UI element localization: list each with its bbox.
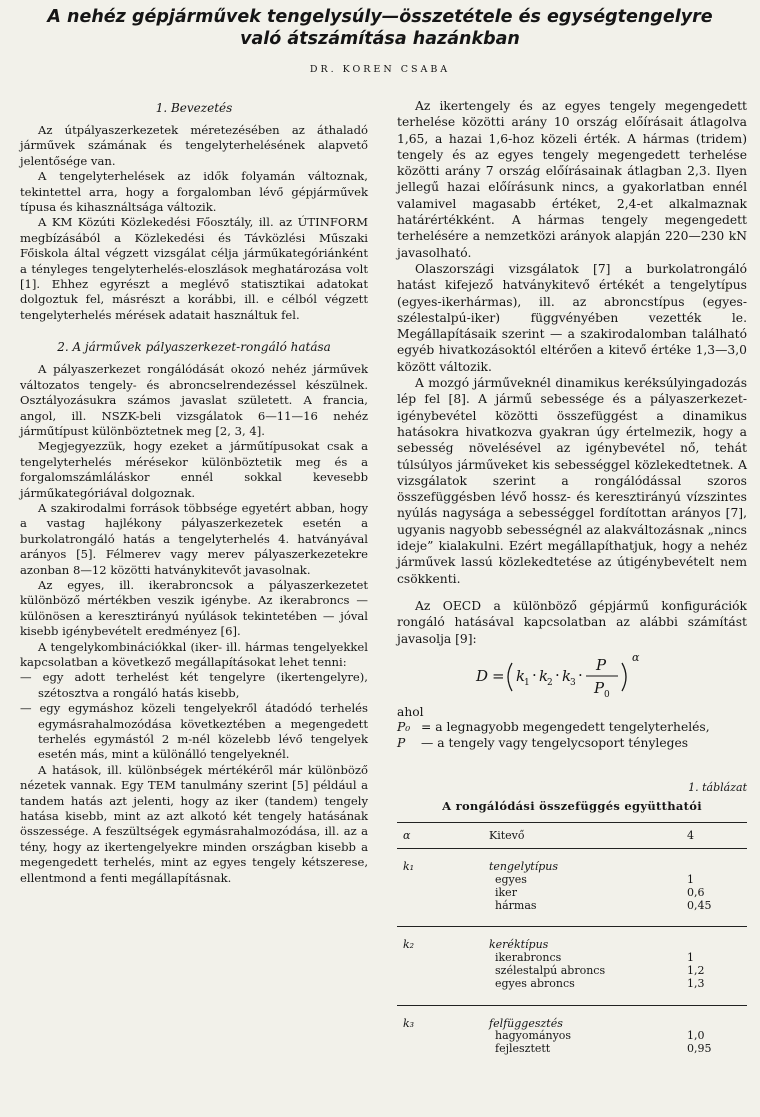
paragraph: A tengelykombinációkkal (iker- ill. hármas tengelyekkel kapcsolatban a következő megállapításokat lehet tenni: xyxy=(20,639,368,669)
formula-denominator: P xyxy=(594,678,605,697)
definition-symbol: P xyxy=(397,735,406,750)
formula-k2: k xyxy=(539,666,549,685)
coefficient-symbol: k₂ xyxy=(397,927,489,952)
article-title xyxy=(0,6,760,50)
definition-row xyxy=(397,720,747,736)
option-value: 0,95 xyxy=(687,1042,712,1056)
formula-k3-sub: 3 xyxy=(570,677,576,688)
table-header-cell: α xyxy=(397,823,489,849)
right-column xyxy=(397,98,747,1056)
option-value: 1 xyxy=(687,951,694,965)
option-label: fejlesztett xyxy=(495,1042,551,1056)
formula-k1: k xyxy=(516,666,526,685)
formula-equals: = xyxy=(492,666,505,685)
section-1-heading: 1. Bevezetés xyxy=(155,101,233,115)
definition-text: — a tengely vagy tengelycsoport tényleges xyxy=(421,735,689,750)
table-header-cell: Kitevő xyxy=(489,823,687,849)
formula-k2-sub: 2 xyxy=(547,677,553,688)
formula-right-paren xyxy=(622,663,626,691)
option-value: 1 xyxy=(687,873,694,887)
table-row xyxy=(397,1005,747,1030)
title-line-1: A nehéz gépjárművek tengelysúly—összetétele és egységtengelyre xyxy=(47,7,713,27)
coefficient-symbol: k₁ xyxy=(403,860,415,874)
formula-numerator: P xyxy=(596,655,607,674)
where-label: ahol xyxy=(397,704,424,719)
table-caption: 1. táblázat xyxy=(688,781,747,795)
coefficients-table xyxy=(397,822,747,1056)
option-label: hármas xyxy=(495,898,537,912)
option-label: iker xyxy=(495,885,517,899)
formula-dot: · xyxy=(578,665,583,684)
table-row xyxy=(397,887,747,900)
option-label: egyes abroncs xyxy=(495,976,575,990)
author: DR. KOREN CSABA xyxy=(309,64,451,75)
formula-k3: k xyxy=(562,666,572,685)
formula-dot: · xyxy=(532,665,537,684)
section-2-heading: 2. A járművek pályaszerkezet-rongáló hatása xyxy=(57,340,331,355)
table-row xyxy=(397,874,747,887)
left-column xyxy=(20,100,368,886)
definition-row xyxy=(397,736,747,752)
damage-formula xyxy=(397,647,747,705)
option-value: 0,45 xyxy=(687,898,712,912)
paragraph: Az OECD a különböző gépjármű konfigurációk rongáló hatásával kapcsolatban az alábbi számítást javasolja [9]: xyxy=(397,598,747,646)
option-value: 1,3 xyxy=(687,976,705,990)
table-header-cell: 4 xyxy=(687,823,747,849)
option-label: ikerabroncs xyxy=(495,951,562,965)
paragraph: A KM Közúti Közlekedési Főosztály, ill. az ÚTINFORM megbízásából a Közlekedési és Távközlési Műszaki Főiskola által végzett vizsgálat célja járműkategóriánként a tényleges tengelyterhelés-eloszlások meghatározása volt [1]. Ehhez egyrészt a meglévő statisztikai adatokat dolgoztuk fel, másrészt a korábbi, ill. e célból végzett tengelyterhelés mérések adatait használtuk fel. xyxy=(20,215,368,322)
formula-exponent: α xyxy=(632,650,640,664)
paragraph: A szakirodalmi források többsége egyetért abban, hogy a vastag hajlékony pályaszerkezetek esetén a burkolatrongáló hatás a tengelyterhelés 4. hatványával arányos [5]. Félmerev vagy merev pályaszerkezetekre azonban 8—12 közötti hatványkitevőt javasolnak. xyxy=(20,500,368,577)
table-row xyxy=(397,1043,747,1056)
option-value: 1,2 xyxy=(687,964,705,978)
option-label: szélestalpú abroncs xyxy=(495,964,606,978)
formula-dot: · xyxy=(555,665,560,684)
paragraph: Megjegyezzük, hogy ezeket a járműtípusokat csak a tengelyterhelés mérésekor különböztetik meg és a forgalomszámláláskor ennél sokkal kevesebb járműkategóriával dolgoznak. xyxy=(20,439,368,500)
formula-lhs: D xyxy=(476,666,489,685)
category-label: tengelytípus xyxy=(489,860,559,874)
category-label: keréktípus xyxy=(489,927,687,952)
paragraph: Az útpályaszerkezetek méretezésében az áthaladó járművek számának és tengelyterhelésének alapvető jelentősége van. xyxy=(20,123,368,168)
table-row xyxy=(397,900,747,927)
option-value: 0,6 xyxy=(687,885,705,899)
table-row xyxy=(397,849,747,874)
list-item: — egy egymáshoz közeli tengelyekről átadódó terhelés egymásrahalmozódása következtében a megengedett terhelés egymástól 2 m-nél közelebb lévő tengelyek esetén más, mint a különálló tengelyeknél. xyxy=(20,701,368,762)
category-label: felfüggesztés xyxy=(489,1005,687,1030)
option-value: 1,0 xyxy=(687,1029,705,1043)
formula-svg xyxy=(472,647,672,705)
paragraph: A tengelyterhelések az idők folyamán változnak, tekintettel arra, hogy a forgalomban lévő gépjárművek típusa és kihasználtsága változik. xyxy=(20,169,368,215)
formula-denominator-sub: 0 xyxy=(604,689,610,700)
paragraph: A mozgó járműveknél dinamikus keréksúlyingadozás lép fel [8]. A jármű sebessége és a pályaszerkezet-igénybevétel közötti összefüggést a dinamikus hatásokra hivatkozva gyakran úgy értelmezik, hogy a sebesség növelésével az igénybevétel nő, tehát túlsúlyos járműveket kis sebességgel közlekedtetnek. A vizsgálatok szerint a rongálódással szoros összefüggésben lévő hossz- és keresztirányú vízszintes nyúlás nagysága a sebességgel fordítottan arányos [7], ugyanis nagyobb sebességnél az alakváltozásnak „nincs ideje” kialakulni. Ezért megállapíthatjuk, hogy a nehéz járművek lassú közlekedtetése az útigénybevételt nem csökkenti. xyxy=(397,376,747,586)
coefficient-symbol: k₃ xyxy=(397,1005,489,1030)
paragraph: Az egyes, ill. ikerabroncsok a pályaszerkezetet különböző mértékben veszik igénybe. Az ikerabroncs — különösen a keresztirányú nyúlások tekintetében — jóval kisebb igénybevételt eredményez [6]. xyxy=(20,577,368,639)
table-title: A rongálódási összefüggés együtthatói xyxy=(442,799,702,814)
paragraph: A pályaszerkezet rongálódását okozó nehéz járművek változatos tengely- és abroncselrendezéssel készülnek. Osztályozásukra számos javaslat született. A francia, angol, ill. NSZK-beli vizsgálatok 6—11—16 nehéz járműtípust különböztetnek meg [2, 3, 4]. xyxy=(20,362,368,438)
table-row xyxy=(397,927,747,952)
table-header-row xyxy=(397,823,747,849)
formula-left-paren xyxy=(508,663,512,691)
option-label: egyes xyxy=(495,873,527,887)
paragraph: Olaszországi vizsgálatok [7] a burkolatrongáló hatást kifejező hatványkitevő értékét a tengelytípus (egyes-ikerhármas), ill. az abroncstípus (egyes-szélestalpú-iker) függvényében vezették le. Megállapításaik szerint — a szakirodalomban található egyéb hivatkozásoktól eltérően a kitevő értéke 1,3—3,0 között változik. xyxy=(397,261,747,374)
definition-text: = a legnagyobb megengedett tengelyterhelés, xyxy=(421,720,710,735)
table-row xyxy=(397,978,747,1005)
option-label: hagyományos xyxy=(495,1029,572,1043)
paragraph: A hatások, ill. különbségek mértékéről már különböző nézetek vannak. Egy TEM tanulmány szerint [5] például a tandem hatás azt jelenti, hogy az iker (tandem) tengely hatása kisebb, mint az azt alkotó két tengely hatásának összessége. A feszültségek egymásrahalmozódása, ill. az a tény, hogy az ikertengelyekre minden országban kisebb a megengedett terhelés, mint az egyes tengely kétszerese, ellentmond a fenti megállapításnak. xyxy=(20,762,368,885)
table-row xyxy=(397,965,747,978)
definition-symbol: P₀ xyxy=(397,720,411,735)
title-line-2: való átszámítása hazánkban xyxy=(240,29,520,49)
paragraph: Az ikertengely és az egyes tengely megengedett terhelése közötti arány 10 ország előírásait átlagolva 1,65, a hazai 1,6-hoz közeli érték. A hármas (tridem) tengely és az egyes tengely megengedett terhelése közötti arány 7 ország előírásainak átlagban 2,3. Ilyen jellegű hazai előírásunk nincs, a gyakorlatban ennél valamivel magasabb értéket, 2,4-et alkalmaznak határértékként. A hármas tengely megengedett terhelésére a nemzetközi arányok alapján 220—230 kN javasolható. xyxy=(397,99,747,260)
formula-k1-sub: 1 xyxy=(524,677,530,688)
list-item: — egy adott terhelést két tengelyre (ikertengelyre), szétosztva a rongáló hatás kisebb, xyxy=(20,670,368,700)
